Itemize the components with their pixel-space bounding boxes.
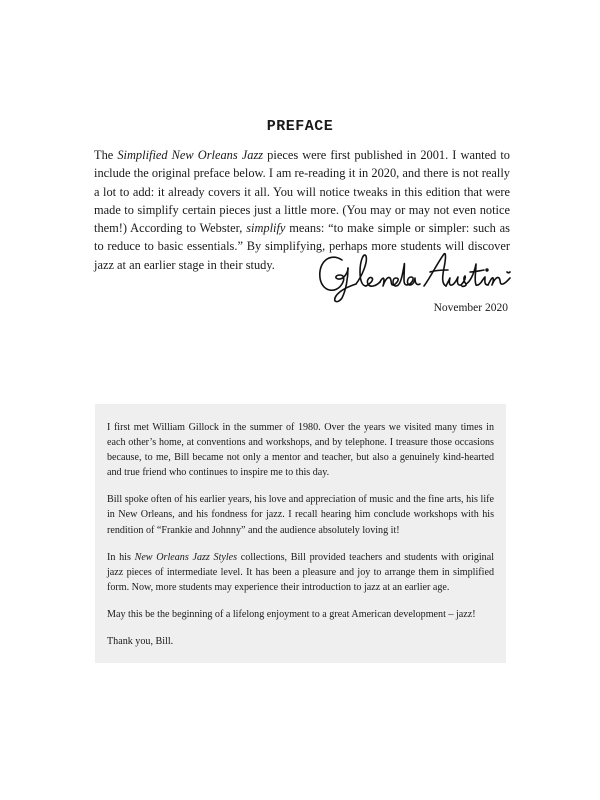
original-preface-box <box>95 404 506 663</box>
box-paragraph-2: Bill spoke often of his earlier years, his love and appreciation of music and the fine arts, his life in New Orleans, and his fondness for jazz. I recall hearing him conclude workshops with his rendition of “Frankie and Johnny” and the audience absolutely loving it! <box>107 494 494 536</box>
preface-text-middle: pieces were first published in 2001. I wanted to include the original preface below. I am re-reading it in 2020, and there is not really a lot to add: it already covers it all. You will notice tweaks in this edition that were made to simplify certain pieces just a little more. (You may or may not even notice them!) According to Webster, <box>94 148 510 236</box>
box-p3-start: In his <box>107 551 135 563</box>
book-title-italic: Simplified New Orleans Jazz <box>117 148 264 162</box>
box-paragraph-4: May this be the beginning of a lifelong enjoyment to a great American development – jazz! <box>107 608 476 620</box>
page-title: PREFACE <box>266 118 334 135</box>
box-p3-end: collections, Bill provided teachers and students with original jazz pieces of intermediate level. It has been a pleasure and joy to arrange them in simplified form. Now, more students may experience their introduction to jazz at an earlier age. <box>107 551 495 593</box>
simplify-italic: simplify <box>246 221 286 236</box>
preface-text-end: means: “to make simple or simpler: such as to reduce to basic essentials.” By simplifying, perhaps more students will discover jazz at an earlier stage in their study. <box>94 221 510 272</box>
preface-text-start: The <box>94 148 118 162</box>
box-paragraph-3 <box>107 550 494 595</box>
preface-date: November 2020 <box>433 302 508 314</box>
box-paragraph-5: Thank you, Bill. <box>107 636 174 648</box>
box-paragraph-1: I first met William Gillock in the summer of 1980. Over the years we visited many times in each other’s home, at conventions and workshops, and by telephone. I treasure those occasions because, to me, Bill became not only a mentor and teacher, but also a genuinely kind-hearted and true friend who continues to inspire me to this day. <box>107 422 494 479</box>
collection-title-italic: New Orleans Jazz Styles <box>134 551 238 563</box>
handwritten-signature <box>312 248 518 304</box>
